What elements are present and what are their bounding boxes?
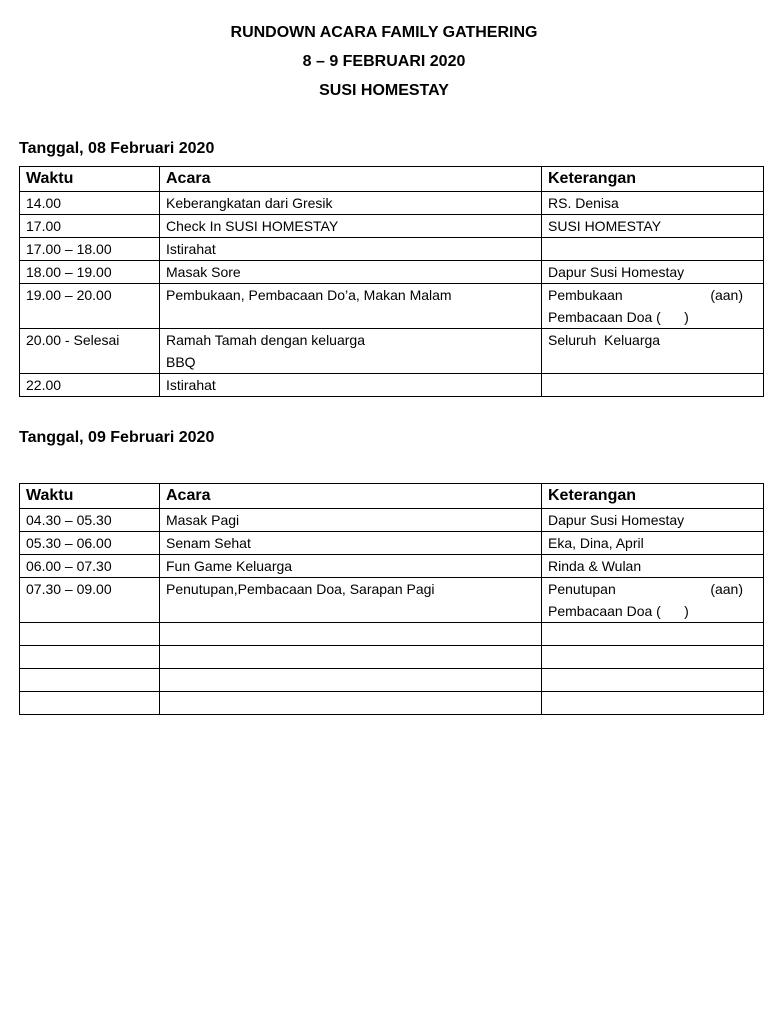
table-header-row (20, 167, 764, 192)
empty-cell (542, 669, 764, 692)
table-row (20, 192, 764, 215)
cell-waktu: 04.30 – 05.30 (20, 509, 160, 532)
keterangan-value: (aan) (710, 287, 743, 303)
column-header-keterangan: Keterangan (542, 484, 764, 509)
cell-keterangan: RS. Denisa (542, 192, 764, 215)
document-title-line3: SUSI HOMESTAY (319, 82, 449, 99)
empty-cell (20, 669, 160, 692)
table-row (20, 261, 764, 284)
cell-waktu: 22.00 (20, 374, 160, 397)
keterangan-line: Pembacaan Doa ( ) (548, 603, 689, 619)
empty-cell (20, 692, 160, 715)
cell-acara: Fun Game Keluarga (160, 555, 542, 578)
column-header-keterangan: Keterangan (542, 167, 764, 192)
cell-waktu: 19.00 – 20.00 (20, 284, 160, 329)
cell-waktu: 05.30 – 06.00 (20, 532, 160, 555)
cell-waktu: 20.00 - Selesai (20, 329, 160, 374)
cell-waktu: 14.00 (20, 192, 160, 215)
day2-heading: Tanggal, 09 Februari 2020 (19, 429, 215, 446)
table-row (20, 238, 764, 261)
table-header-row (20, 484, 764, 509)
keterangan-line: Pembacaan Doa ( ) (548, 309, 689, 325)
table-row (20, 532, 764, 555)
table-row (20, 284, 764, 329)
cell-acara: Keberangkatan dari Gresik (160, 192, 542, 215)
cell-waktu: 06.00 – 07.30 (20, 555, 160, 578)
cell-acara: Masak Pagi (160, 509, 542, 532)
keterangan-value: (aan) (710, 581, 743, 597)
cell-keterangan: Seluruh Keluarga (542, 329, 764, 374)
cell-waktu: 18.00 – 19.00 (20, 261, 160, 284)
empty-cell (542, 623, 764, 646)
table-row (20, 555, 764, 578)
empty-cell (20, 623, 160, 646)
cell-keterangan: Rinda & Wulan (542, 555, 764, 578)
empty-cell (160, 646, 542, 669)
cell-keterangan (542, 578, 764, 623)
keterangan-label: Penutupan (548, 581, 616, 597)
column-header-waktu: Waktu (20, 484, 160, 509)
day1-heading: Tanggal, 08 Februari 2020 (19, 140, 215, 157)
document-title-line2: 8 – 9 FEBRUARI 2020 (302, 53, 466, 70)
cell-acara: Istirahat (160, 238, 542, 261)
acara-line: BBQ (166, 354, 196, 370)
empty-cell (542, 692, 764, 715)
cell-keterangan: SUSI HOMESTAY (542, 215, 764, 238)
cell-keterangan (542, 374, 764, 397)
cell-keterangan: Eka, Dina, April (542, 532, 764, 555)
table-row (20, 374, 764, 397)
column-header-waktu: Waktu (20, 167, 160, 192)
empty-table-row (20, 646, 764, 669)
cell-keterangan: Dapur Susi Homestay (542, 509, 764, 532)
keterangan-line (548, 578, 757, 600)
cell-waktu: 17.00 – 18.00 (20, 238, 160, 261)
cell-keterangan: Dapur Susi Homestay (542, 261, 764, 284)
empty-cell (160, 692, 542, 715)
empty-cell (542, 646, 764, 669)
cell-acara (160, 329, 542, 374)
cell-waktu: 17.00 (20, 215, 160, 238)
cell-acara: Penutupan,Pembacaan Doa, Sarapan Pagi (160, 578, 542, 623)
table-row (20, 215, 764, 238)
empty-table-row (20, 692, 764, 715)
table-row (20, 509, 764, 532)
cell-acara: Istirahat (160, 374, 542, 397)
empty-table-row (20, 669, 764, 692)
column-header-acara: Acara (160, 484, 542, 509)
cell-acara: Pembukaan, Pembacaan Do’a, Makan Malam (160, 284, 542, 329)
empty-cell (160, 669, 542, 692)
cell-acara: Check In SUSI HOMESTAY (160, 215, 542, 238)
cell-acara: Masak Sore (160, 261, 542, 284)
column-header-acara: Acara (160, 167, 542, 192)
empty-cell (160, 623, 542, 646)
acara-line: Ramah Tamah dengan keluarga (166, 332, 365, 348)
empty-cell (20, 646, 160, 669)
table-row (20, 329, 764, 374)
cell-waktu: 07.30 – 09.00 (20, 578, 160, 623)
table-row (20, 578, 764, 623)
cell-acara: Senam Sehat (160, 532, 542, 555)
cell-keterangan (542, 238, 764, 261)
keterangan-label: Pembukaan (548, 287, 623, 303)
document-title-line1: RUNDOWN ACARA FAMILY GATHERING (230, 24, 538, 41)
keterangan-line (548, 284, 757, 306)
day1-schedule-table (19, 166, 764, 397)
day2-schedule-table (19, 483, 764, 715)
empty-table-row (20, 623, 764, 646)
cell-keterangan (542, 284, 764, 329)
